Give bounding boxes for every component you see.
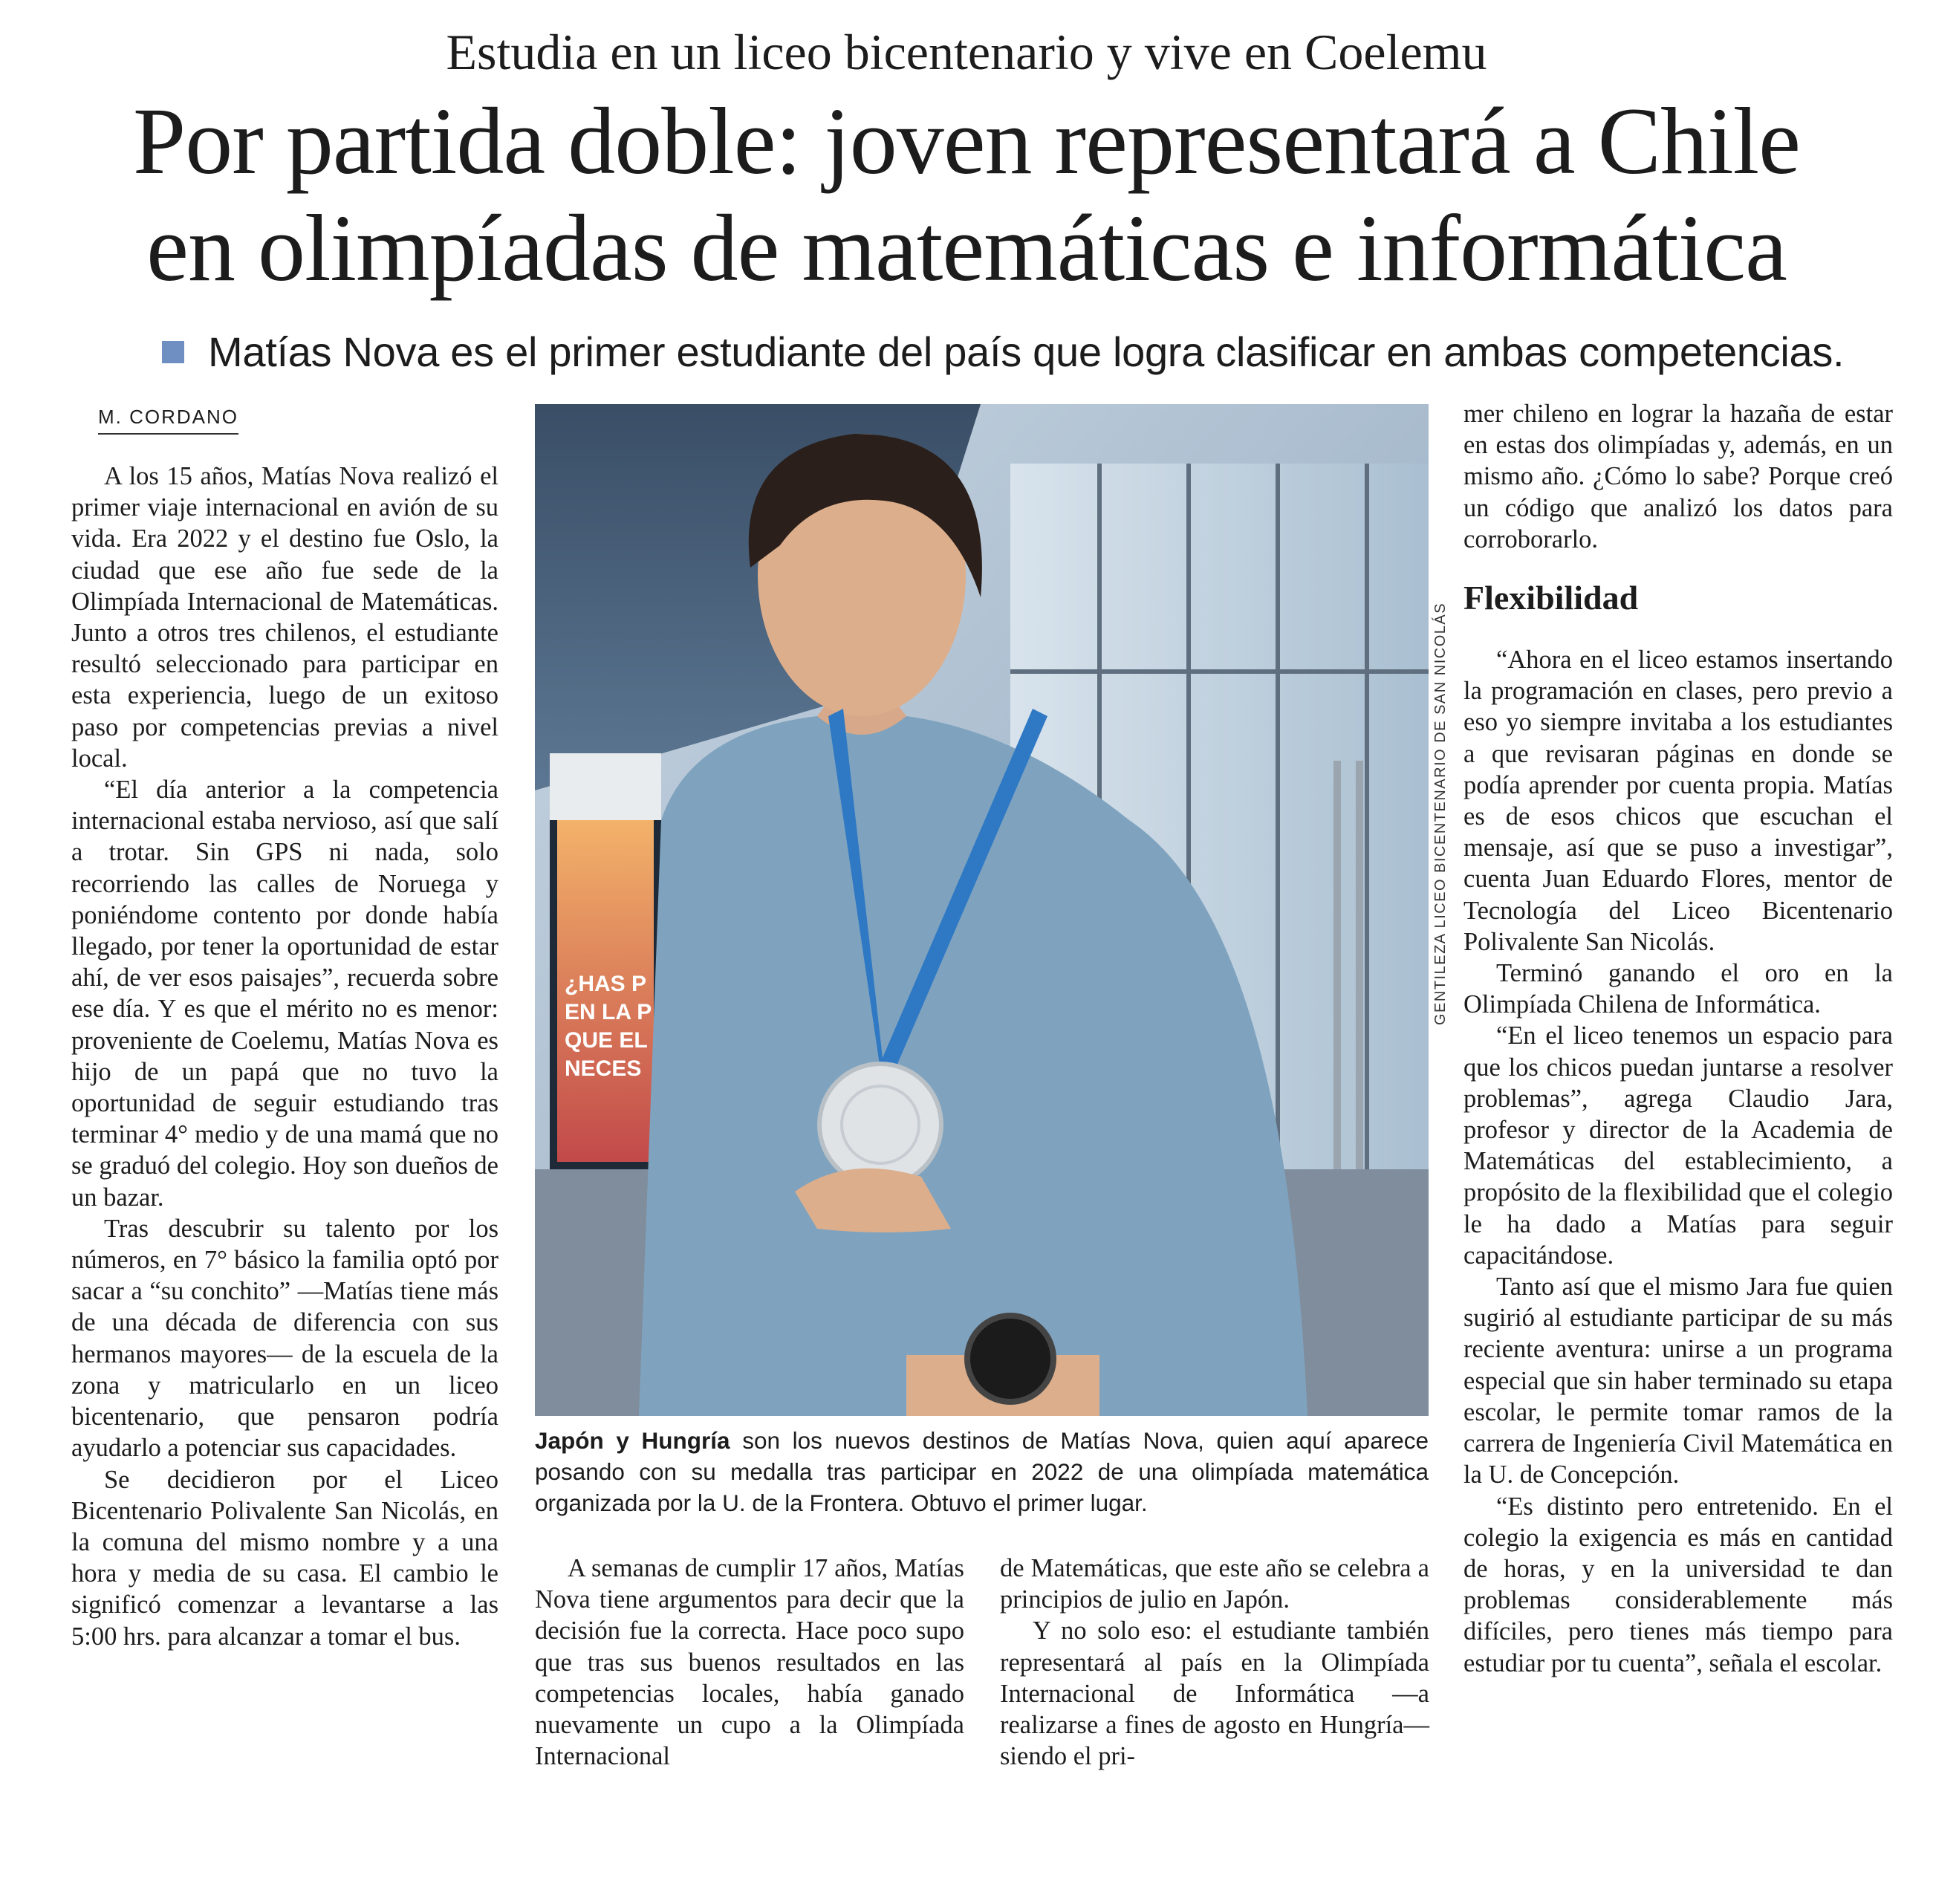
paragraph: “El día anterior a la competencia internacional estaba nervioso, así que salí a trotar. Sin GPS ni nada, solo recorriendo las calles de Noruega y poniéndome contento por donde había llegado, por tener la oportunidad de estar ahí, de ver esos paisajes”, recuerda sobre ese día. Y es que el mérito no es menor: proveniente de Coelemu, Matías Nova es hijo de un papá que no tuvo la oportunidad de seguir estudiando tras terminar 4° medio y de una mamá que no se graduó del colegio. Hoy son dueños de un bazar. [71, 776, 498, 1212]
watch-icon [967, 1316, 1053, 1402]
column-3 [535, 1553, 964, 1772]
column-5 [1463, 398, 1893, 1679]
paragraph: Terminó ganando el oro en la Olimpíada Chilena de Informática. [1463, 959, 1893, 1019]
sign-text-4: NECES [565, 1056, 642, 1081]
deck-bullet-icon [162, 341, 184, 363]
medal [819, 1064, 941, 1186]
headline [0, 88, 1933, 302]
sign-text-3: QUE EL [565, 1028, 648, 1053]
advertising-sign [550, 753, 661, 1169]
sign-text-1: ¿HAS P [565, 972, 647, 996]
photo-credit: GENTILEZA LICEO BICENTENARIO DE SAN NICOLÁS [1432, 602, 1449, 1025]
photo-caption [535, 1425, 1429, 1518]
paragraph: Tras descubrir su talento por los números, en 7° básico la familia optó por sacar a “su conchito” —Matías tiene más de una década de diferencia con sus hermanos mayores— de la escuela de la zona y matricularlo en un liceo bicentenario, que pensaron podría ayudarlo a potenciar sus capacidades. [71, 1214, 498, 1463]
sign-text-2: EN LA P [565, 1000, 652, 1024]
paragraph: “Es distinto pero entretenido. En el colegio la exigencia es más en cantidad de horas, y en la universidad te dan problemas considerablemente más difíciles, pero tienes más tiempo para estudiar por tu cuenta”, señala el escolar. [1463, 1492, 1893, 1677]
paragraph: “En el liceo tenemos un espacio para que los chicos puedan juntarse a resolver problemas”, agrega Claudio Jara, profesor y director de la Academia de Matemáticas del establecimiento, a propósito de la flexibilidad que el colegio le ha dado a Matías para seguir capacitándose. [1463, 1021, 1893, 1270]
deck [162, 324, 1845, 380]
caption-text: son los nuevos destinos de Matías Nova, quien aquí aparece posando con su medalla tras participar en 2022 de una olimpíada matemática organizada por la U. de la Frontera. Obtuvo el primer lugar. [535, 1427, 1429, 1516]
kicker: Estudia en un liceo bicentenario y vive en Coelemu [446, 24, 1487, 80]
headline-line-2: en olimpíadas de matemáticas e informática [146, 195, 1787, 301]
byline: M. CORDANO [98, 406, 238, 435]
deck-text: Matías Nova es el primer estudiante del país que logra clasificar en ambas competencias. [208, 328, 1845, 375]
column-4 [1000, 1553, 1429, 1772]
column-1 [71, 461, 498, 1652]
paragraph: A semanas de cumplir 17 años, Matías Nova tiene argumentos para decir que la decisión fue la correcta. Hace poco supo que tras sus buenos resultados en las competencias locales, había ganado nuevamente un cupo a la Olimpíada Internacional [535, 1554, 964, 1771]
caption-lead: Japón y Hungría [535, 1427, 730, 1454]
photo-illustration [535, 404, 1429, 1416]
paragraph: “Ahora en el liceo estamos insertando la programación en clases, pero previo a eso yo siempre invitaba a los estudiantes a que revisaran páginas en donde se podía aprender por cuenta propia. Matías es de esos chicos que escuchan el mensaje, así que se puso a investigar”, cuenta Juan Eduardo Flores, mentor de Tecnología del Liceo Bicentenario Polivalente San Nicolás. [1463, 646, 1893, 956]
photo [535, 404, 1429, 1416]
paragraph-continued: de Matemáticas, que este año se celebra a principios de julio en Japón. [1000, 1554, 1429, 1614]
subhead: Flexibilidad [1463, 579, 1639, 617]
paragraph-continued: mer chileno en lograr la hazaña de estar en estas dos olimpíadas y, además, en un mismo año. ¿Cómo lo sabe? Porque creó un código que analizó los datos para corroborarlo. [1463, 400, 1893, 553]
paragraph: Y no solo eso: el estudiante también representará al país en la Olimpíada Internacional de Informática —a realizarse a fines de agosto en Hungría— siendo el pri- [1000, 1617, 1429, 1771]
headline-line-1: Por partida doble: joven representará a Chile [133, 88, 1800, 194]
paragraph: A los 15 años, Matías Nova realizó el primer viaje internacional en avión de su vida. Era 2022 y el destino fue Oslo, la ciudad que ese año fue sede de la Olimpíada Internacional de Matemáticas. Junto a otros tres chilenos, el estudiante resultó seleccionado para participar en esta experiencia, luego de un exitoso paso por competencias previas a nivel local. [71, 462, 498, 773]
paragraph: Se decidieron por el Liceo Bicentenario Polivalente San Nicolás, en la comuna del mismo nombre y a una hora y media de su casa. El cambio le significó comenzar a levantarse a las 5:00 hrs. para alcanzar a tomar el bus. [71, 1465, 498, 1651]
paragraph: Tanto así que el mismo Jara fue quien sugirió al estudiante participar de su más reciente aventura: unirse a un programa especial que sin haber terminado su etapa escolar, le permite tomar ramos de la carrera de Ingeniería Civil Matemática en la U. de Concepción. [1463, 1273, 1893, 1489]
